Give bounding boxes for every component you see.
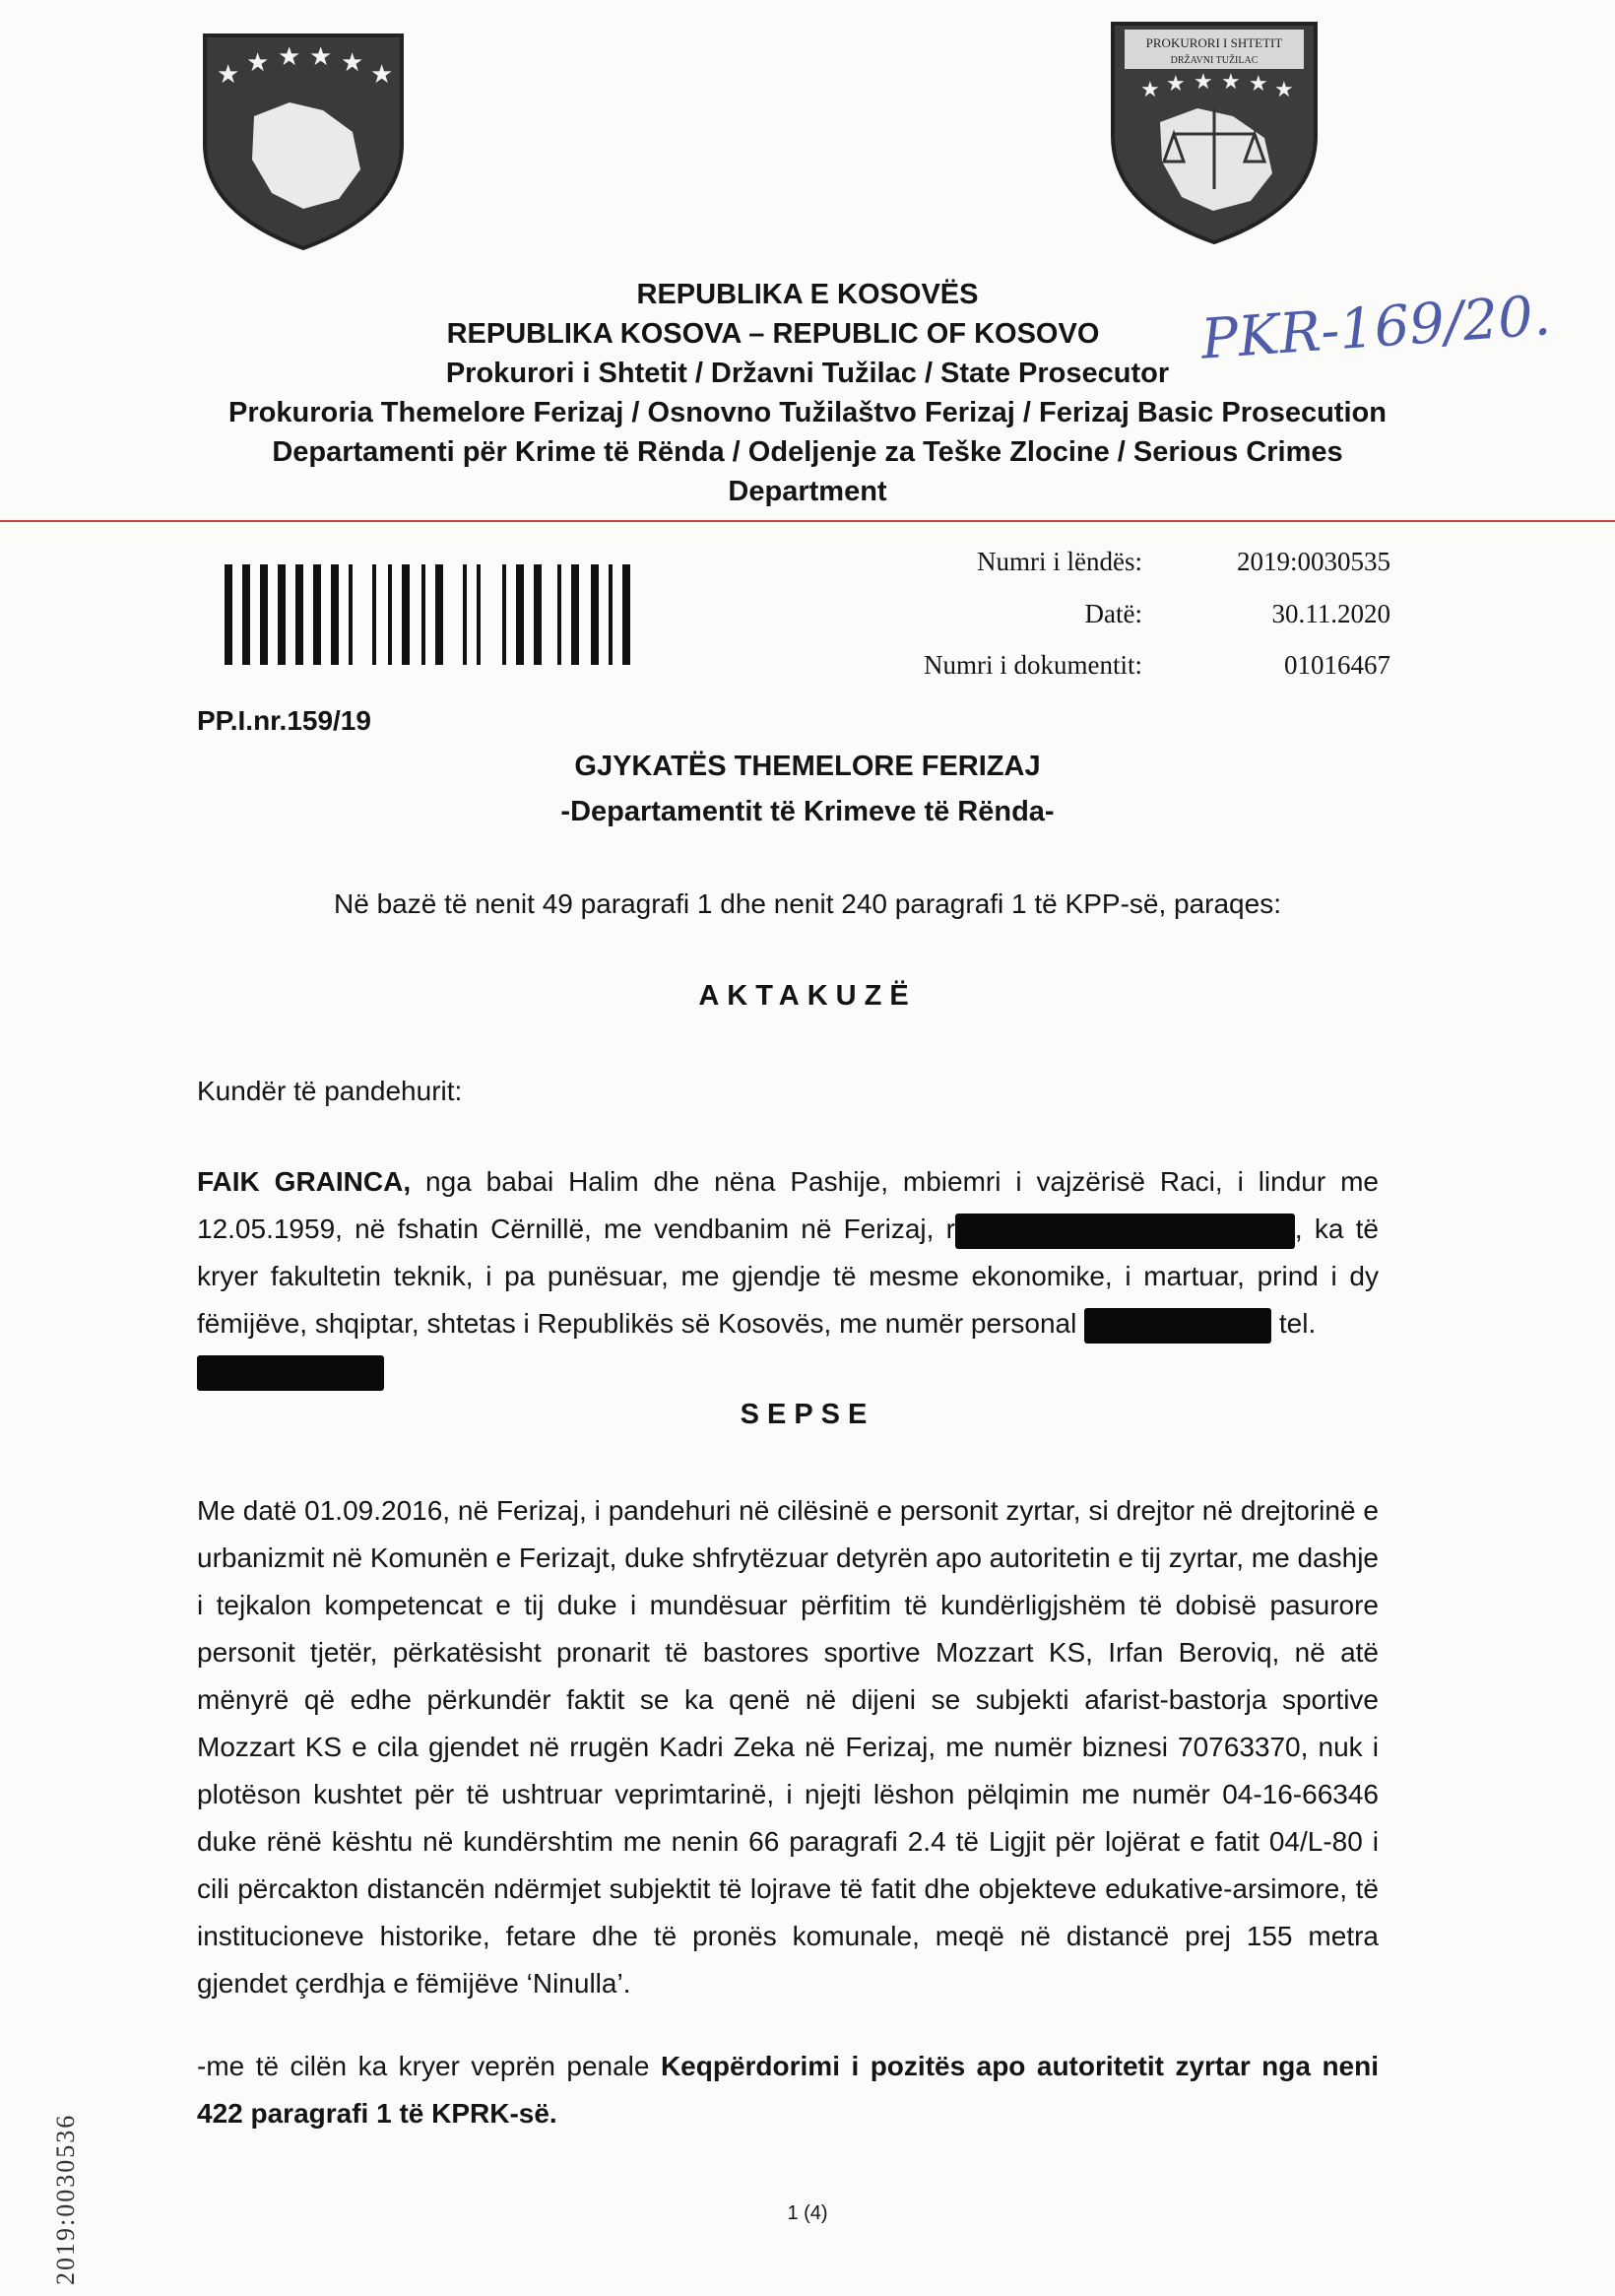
indictment-heading: AKTAKUZË [698,980,917,1012]
svg-text:★: ★ [1249,72,1268,97]
svg-text:★: ★ [1274,78,1294,102]
svg-text:★: ★ [309,42,333,72]
facts-paragraph: Me datë 01.09.2016, në Ferizaj, i pandehuri në cilësinë e personit zyrtar, si drejtor në drejtorinë e urbanizmit në Komunën e Ferizajt, duke shfrytëzuar detyrën apo autoritetin e tij zyrtar, me dashje i tejkalon kompetencat e tij duke i mundësuar përfitim të kundërligjshëm të dobisë pasurore personit tjetër, përkatësisht pronarit të bastores sportive Mozzart KS, Irfan Beroviq, në atë mënyrë që edhe përkundër faktit se ka qenë në dijeni se subjekti afarist-bastorja sportive Mozzart KS e cila gjendet në rrugën Kadri Zeka në Ferizaj, me numër biznesi 70763370, nuk i plotëson kushtet për të ushtruar veprimtarinë, i njejti lëshon pëlqimin me numër 04-16-66346 duke rënë kështu në kundërshtim me nenin 66 paragrafi 2.4 të Ligjit për lojërat e fatit 04/L-80 i cili përcakton distancën ndërmjet subjektit të lojrave të fatit dhe objekteve edukative-arsimore, të institucioneve historike, fetare dhe të pronës komunale, meqë në distancë prej 155 metra gjendet çerdhja e fëmijëve ‘Ninulla’. [197,1495,1379,1999]
date-value: 30.11.2020 [1271,599,1390,628]
defendant-details-part1: nga babai Halim dhe nëna Pashije, mbiemri i vajzërisë Raci, i lindur me 12.05.1959, në fshatin Cërnillë, me vendbanim në Ferizaj, r [197,1166,1379,1244]
reference-number: PP.I.nr.159/19 [197,705,371,736]
seal-text-line1: PROKURORI I SHTETIT [1145,35,1283,50]
defendant-details-part2: , ka të kryer fakultetin teknik, i pa punësuar, me gjendje të mesme ekonomike, i martuar, prind i dy fëmijëve, shqiptar, shtetas i Republikës së Kosovës, me numër personal [197,1214,1379,1339]
handwritten-note-text: PKR-169/20. [1198,284,1553,372]
because-heading: SEPSE [740,1399,875,1430]
svg-text:★: ★ [246,48,270,78]
defendant-paragraph [197,1158,1379,1395]
svg-text:★: ★ [1140,78,1160,102]
svg-text:★: ★ [1166,72,1186,97]
redacted-address [955,1214,1295,1249]
header-republic-albanian: REPUBLIKA E KOSOVËS [636,279,979,310]
document-number-label: Numri i dokumentit: [924,650,1142,680]
court-department: -Departamentit të Krimeve të Rënda- [560,796,1055,827]
document-number-value: 01016467 [1284,650,1390,680]
defendant-details-part3: tel. [1271,1308,1317,1339]
svg-text:★: ★ [370,60,394,90]
side-archive-number: 2019:0030536 [51,2113,80,2285]
offense-name: Keqpërdorimi i pozitës apo autoritetit zyrtar nga neni 422 paragrafi 1 të KPRK-së. [197,2051,1379,2129]
svg-text:★: ★ [1194,70,1213,95]
seal-text-line2: DRŽAVNI TUŽILAC [1170,55,1259,66]
redacted-personal-number [1084,1308,1271,1344]
svg-text:★: ★ [1221,70,1241,95]
case-number-value: 2019:0030535 [1236,547,1390,576]
against-defendant-label: Kundër të pandehurit: [197,1076,463,1106]
date-label: Datë: [1084,599,1142,628]
court-title: GJYKATËS THEMELORE FERIZAJ [574,751,1041,782]
header-divider-line [0,520,1615,522]
page-number: 1 (4) [787,2202,828,2224]
header-state-prosecutor: Prokurori i Shtetit / Državni Tužilac / State Prosecutor [445,358,1170,389]
svg-text:★: ★ [278,42,301,72]
defendant-name: FAIK GRAINCA, [197,1166,412,1197]
kosovo-coat-of-arms-emblem [195,26,412,254]
svg-text:★: ★ [217,60,240,90]
header-republic-multilingual: REPUBLIKA KOSOVA – REPUBLIC OF KOSOVO [446,318,1100,350]
redacted-phone-number [197,1355,384,1391]
offense-prefix: -me të cilën ka kryer veprën penale [197,2051,661,2081]
svg-text:★: ★ [341,48,364,78]
state-prosecutor-seal-emblem [1103,14,1325,248]
case-number-label: Numri i lëndës: [977,547,1142,576]
offense-paragraph [197,2043,1379,2137]
header-basic-prosecution: Prokuroria Themelore Ferizaj / Osnovno Tužilaštvo Ferizaj / Ferizaj Basic Prosecution [228,397,1387,428]
header-department: Department [728,476,887,507]
header-serious-crimes: Departamenti për Krime të Rënda / Odeljenje za Teške Zlocine / Serious Crimes [272,436,1343,468]
legal-basis-intro: Në bazë të nenit 49 paragrafi 1 dhe nenit 240 paragrafi 1 të KPP-së, paraqes: [334,888,1281,919]
